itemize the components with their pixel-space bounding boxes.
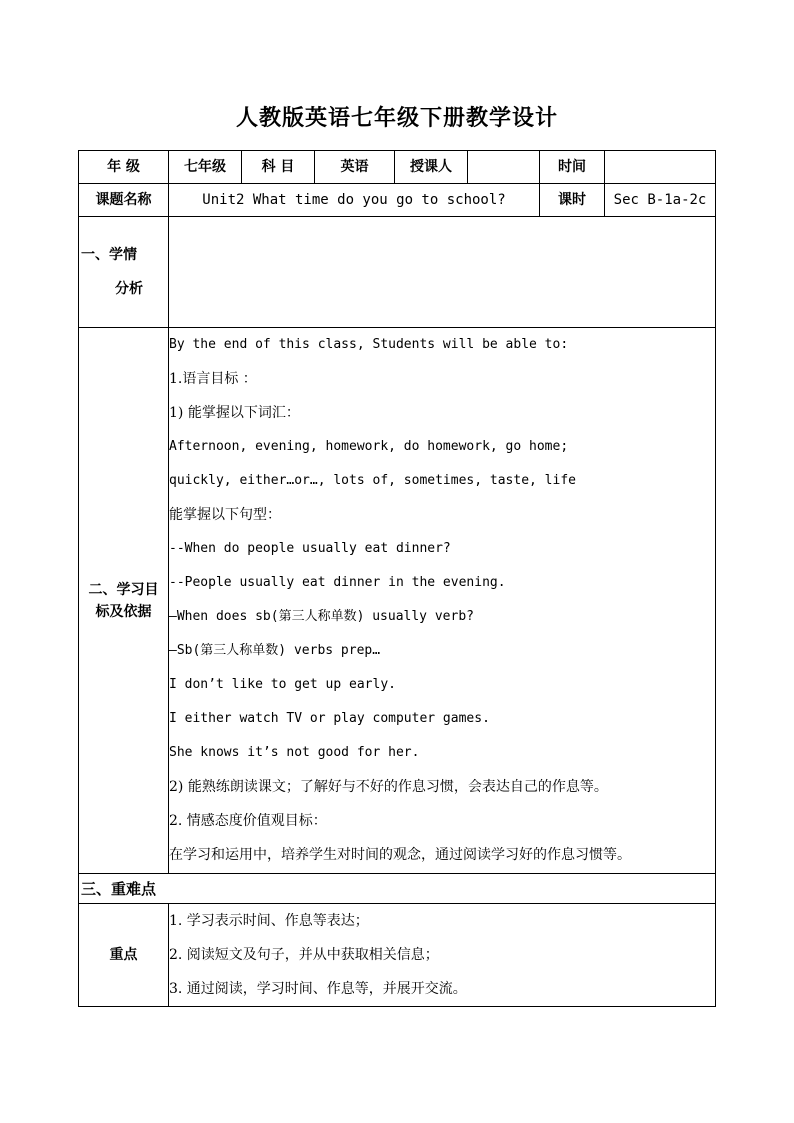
objective-line: Afternoon, evening, homework, do homework, go home; xyxy=(169,439,569,454)
objective-line: 2) 能熟练朗读课文；了解好与不好的作息习惯，会表达自己的作息等。 xyxy=(169,779,608,795)
objective-line: By the end of this class, Students will be able to: xyxy=(169,337,569,352)
difficulties-section-label: 三、重难点 xyxy=(79,874,716,904)
key-point-line: 2. 阅读短文及句子，并从中获取相关信息； xyxy=(169,947,439,963)
grade-value: 七年级 xyxy=(169,151,242,184)
difficulties-header-row xyxy=(79,874,716,904)
key-points-content xyxy=(169,904,716,1007)
objectives-label-line2: 标及依据 xyxy=(95,603,152,620)
objective-line: 在学习和运用中，培养学生对时间的观念，通过阅读学习好的作息习惯等。 xyxy=(169,847,631,863)
objective-line: --People usually eat dinner in the evening. xyxy=(169,575,506,590)
topic-label: 课题名称 xyxy=(79,184,169,217)
subject-label: 科 目 xyxy=(242,151,315,184)
key-point-line: 1. 学习表示时间、作息等表达； xyxy=(169,913,369,929)
objective-line: —Sb(第三人称单数) verbs prep… xyxy=(169,643,381,658)
objective-line: 2. 情感态度价值观目标： xyxy=(169,813,327,829)
objective-line: —When does sb(第三人称单数) usually verb? xyxy=(169,609,474,624)
objectives-label-line1: 二、学习目 xyxy=(88,581,159,598)
topic-row xyxy=(79,184,716,217)
objective-line: She knows it’s not good for her. xyxy=(169,745,420,760)
objective-line: 1) 能掌握以下词汇： xyxy=(169,405,300,421)
header-row xyxy=(79,151,716,184)
topic-value: Unit2 What time do you go to school? xyxy=(169,184,540,217)
objective-line: 1.语言目标 ： xyxy=(169,371,257,387)
key-points-label: 重点 xyxy=(79,904,169,1007)
objectives-label xyxy=(79,328,169,874)
lesson-plan-table xyxy=(78,150,716,1007)
period-label: 课时 xyxy=(540,184,605,217)
time-value xyxy=(605,151,716,184)
objectives-content xyxy=(169,328,716,874)
objective-line: 能掌握以下句型： xyxy=(169,507,281,523)
objective-line: I don’t like to get up early. xyxy=(169,677,396,692)
key-point-line: 3. 通过阅读，学习时间、作息等，并展开交流。 xyxy=(169,981,467,997)
analysis-label-line1: 一、学情 xyxy=(81,247,137,263)
analysis-row xyxy=(79,217,716,328)
document-title: 人教版英语七年级下册教学设计 xyxy=(235,105,558,131)
period-value: Sec B-1a-2c xyxy=(605,184,716,217)
subject-value: 英语 xyxy=(315,151,395,184)
time-label: 时间 xyxy=(540,151,605,184)
analysis-label xyxy=(79,217,169,328)
objective-line: --When do people usually eat dinner? xyxy=(169,541,451,556)
teacher-value xyxy=(468,151,540,184)
objective-line: I either watch TV or play computer games. xyxy=(169,711,490,726)
teacher-label: 授课人 xyxy=(395,151,468,184)
key-points-row xyxy=(79,904,716,1007)
objective-line: quickly, either…or…, lots of, sometimes, taste, life xyxy=(169,473,576,488)
analysis-label-line2: 分析 xyxy=(115,281,143,297)
objectives-row xyxy=(79,328,716,874)
grade-label: 年 级 xyxy=(79,151,169,184)
analysis-content xyxy=(169,217,716,328)
